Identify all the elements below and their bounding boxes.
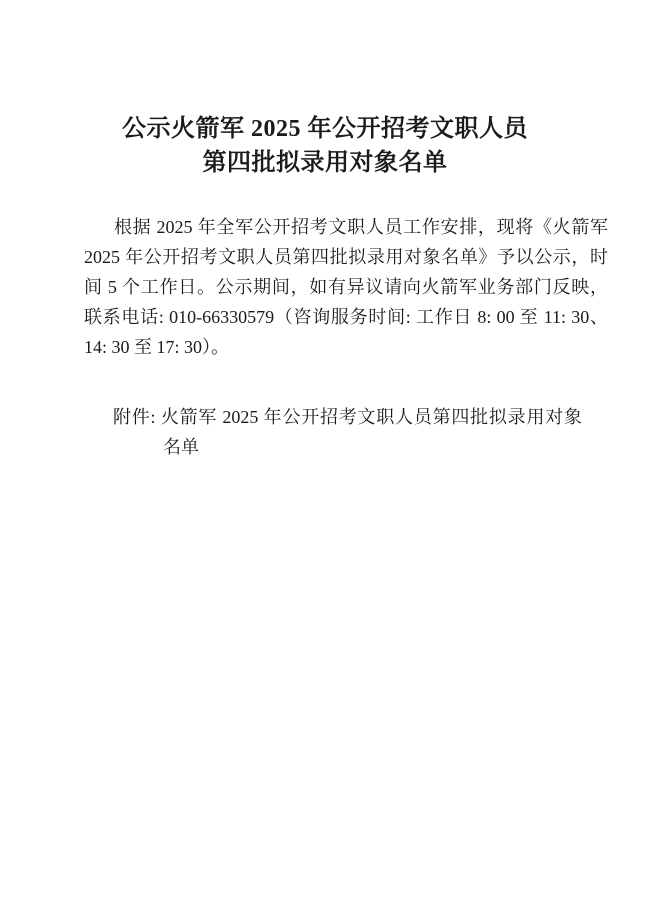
document-title: [0, 112, 650, 180]
paragraph-line-5: 14: 30 至 17: 30）。: [84, 337, 230, 357]
paragraph-line-1: 根据 2025 年全军公开招考文职人员工作安排，现将《火箭军: [114, 217, 608, 237]
title-line-2: 第四批拟录用对象名单: [202, 150, 448, 176]
document-body: [84, 212, 608, 462]
attachment-block: [84, 402, 608, 462]
paragraph-line-4: 联系电话: 010-66330579（咨询服务时间: 工作日 8: 00 至 11: 30、: [84, 307, 608, 327]
paragraph-line-2: 2025 年公开招考文职人员第四批拟录用对象名单》予以公示，时: [84, 247, 608, 267]
title-line-1: 公示火箭军 2025 年公开招考文职人员: [122, 116, 528, 142]
paragraph-line-3: 间 5 个工作日。公示期间，如有异议请向火箭军业务部门反映，: [84, 277, 608, 297]
attachment-line-2: 名单: [163, 437, 199, 457]
attachment-line-1: 附件: 火箭军 2025 年公开招考文职人员第四批拟录用对象: [113, 407, 582, 427]
